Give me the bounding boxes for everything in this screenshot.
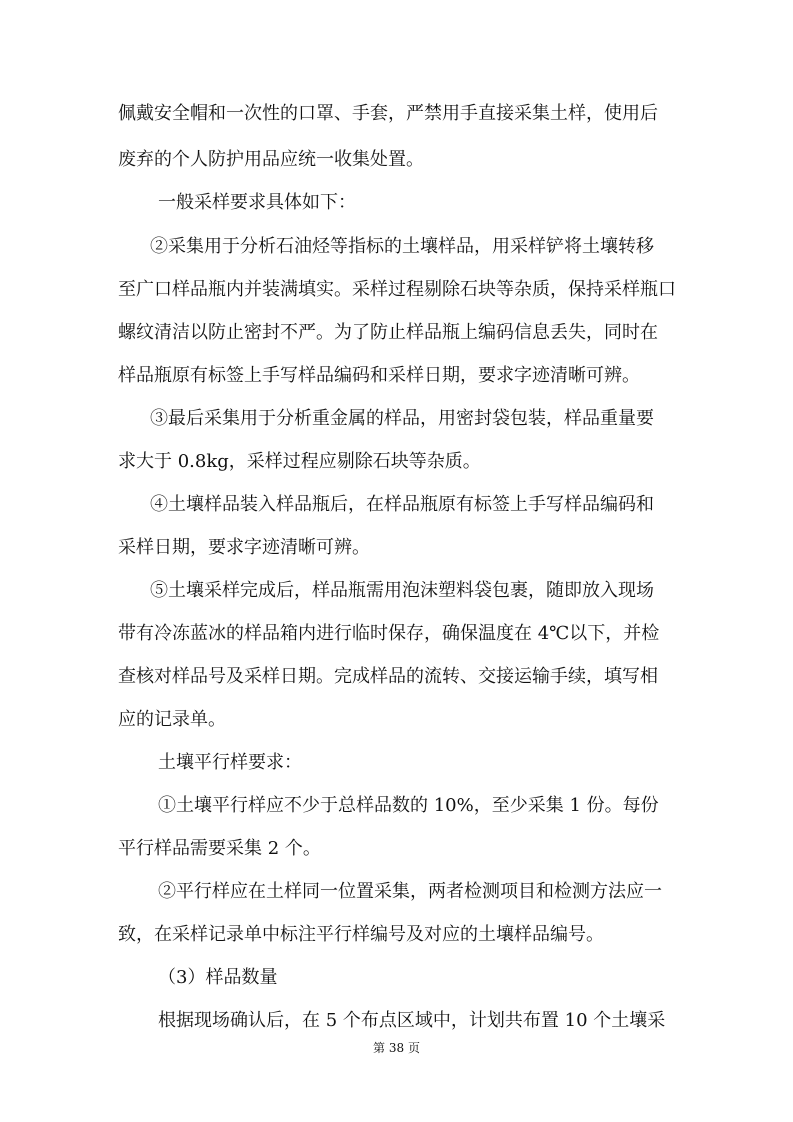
text-line: 佩戴安全帽和一次性的口罩、手套，严禁用手直接采集土样，使用后	[118, 103, 658, 124]
text-line: 平行样品需要采集 2 个。	[118, 838, 321, 859]
text-line: 致，在采样记录单中标注平行样编号及对应的土壤样品编号。	[118, 924, 604, 945]
section-heading: （3）样品数量	[158, 967, 278, 988]
text-line: ①土壤平行样应不少于总样品数的 10%，至少采集 1 份。每份	[158, 795, 659, 816]
text-line: 采样日期，要求字迹清晰可辨。	[118, 537, 370, 558]
text-line: 一般采样要求具体如下：	[158, 192, 356, 213]
text-line: 样品瓶原有标签上手写样品编码和采样日期，要求字迹清晰可辨。	[118, 365, 640, 386]
text-line: 求大于 0.8kg，采样过程应剔除石块等杂质。	[118, 451, 481, 472]
text-line: 查核对样品号及采样日期。完成样品的流转、交接运输手续，填写相	[118, 666, 658, 687]
text-line: 废弃的个人防护用品应统一收集处置。	[118, 149, 424, 170]
text-line: ③最后采集用于分析重金属的样品，用密封袋包装，样品重量要	[150, 408, 654, 429]
text-line: ⑤土壤采样完成后，样品瓶需用泡沫塑料袋包裹，随即放入现场	[150, 580, 654, 601]
page-number: 第 38 页	[373, 1041, 420, 1055]
text-line: ②采集用于分析石油烃等指标的土壤样品，用采样铲将土壤转移	[150, 236, 654, 257]
text-line: 根据现场确认后，在 5 个布点区域中，计划共布置 10 个土壤采	[158, 1010, 666, 1031]
text-line: 应的记录单。	[118, 709, 226, 730]
text-line: ④土壤样品装入样品瓶后，在样品瓶原有标签上手写样品编码和	[150, 494, 654, 515]
text-line: ②平行样应在土样同一位置采集，两者检测项目和检测方法应一	[158, 881, 662, 902]
text-line: 土壤平行样要求：	[158, 752, 302, 773]
text-line: 螺纹清洁以防止密封不严。为了防止样品瓶上编码信息丢失，同时在	[118, 322, 658, 343]
text-line: 至广口样品瓶内并装满填实。采样过程剔除石块等杂质，保持采样瓶口	[118, 279, 676, 300]
text-line: 带有冷冻蓝冰的样品箱内进行临时保存，确保温度在 4℃以下，并检	[118, 623, 660, 644]
